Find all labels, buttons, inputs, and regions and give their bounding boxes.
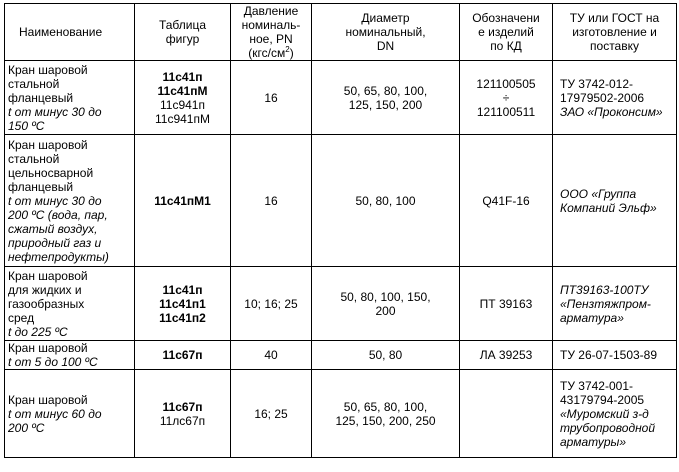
figure-bold: 11с41пМ <box>157 83 208 98</box>
diameter-line: 50, 65, 80, 100, <box>343 83 428 98</box>
cell-designation <box>460 370 553 458</box>
manufacturer-line: арматуры» <box>560 434 627 449</box>
diameter-line: 50, 65, 80, 100, <box>343 399 428 414</box>
manufacturer-line: Компаний Эльф» <box>560 200 657 215</box>
name-line: газообразных <box>8 296 85 311</box>
standard-line: ТУ 26-07-1503-89 <box>560 348 658 362</box>
temperature-line: t от минус 60 до <box>8 406 102 421</box>
figure-bold: 11с41п <box>162 282 203 297</box>
figure-bold: 11с41п2 <box>159 310 206 325</box>
header-figure-table <box>135 4 231 61</box>
header-pressure-line: ное, PN <box>249 32 293 46</box>
header-standard-line: поставку <box>590 39 639 53</box>
header-standard <box>553 4 677 61</box>
designation-line: 121100511 <box>476 104 536 119</box>
table-body <box>5 61 677 458</box>
table-row <box>5 61 677 135</box>
name-line: Кран шаровой <box>8 341 88 355</box>
designation-line: 121100505 <box>476 76 536 91</box>
name-line: Кран шаровой <box>8 137 88 152</box>
temperature-line: 150 ºС <box>8 118 45 133</box>
name-line: Кран шаровой <box>8 62 88 77</box>
diameter-line: 125, 150, 200, 250 <box>335 413 436 428</box>
temperature-line: 200 ºС (вода, пар, <box>8 207 108 222</box>
designation-line: ÷ <box>502 90 510 105</box>
temperature-line: t от 5 до 100 ºС <box>8 355 98 369</box>
cell-figures <box>135 135 231 267</box>
cell-figures <box>135 267 231 341</box>
standard-line: ТУ 3742-001- <box>560 378 633 393</box>
diameter-line: 50, 80 <box>368 348 403 362</box>
header-figure-table-line: Таблица <box>158 18 207 32</box>
header-diameter-line: DN <box>376 39 395 53</box>
header-pressure-line: Давление <box>243 4 299 18</box>
valve-table-container <box>4 3 676 458</box>
table-row <box>5 370 677 458</box>
manufacturer-line: трубопроводной <box>560 420 656 435</box>
diameter-line: 125, 150, 200 <box>348 97 423 112</box>
standard-line: 43179794-2005 <box>560 392 645 407</box>
header-pressure <box>231 4 312 61</box>
temperature-line: нефтепродукты) <box>8 249 109 264</box>
cell-standard <box>553 135 677 267</box>
figure-regular: 11с941пМ <box>155 111 210 126</box>
cell-name <box>5 61 135 135</box>
manufacturer-line: «Пензтяжпром- <box>560 296 651 311</box>
cell-diameter <box>312 267 460 341</box>
cell-diameter <box>312 61 460 135</box>
header-pressure-unit-text: (кгс/см <box>248 46 286 60</box>
table-row <box>5 267 677 341</box>
header-pressure-unit <box>234 46 308 60</box>
figure-bold: 11с41п <box>162 69 203 84</box>
name-line: фланцевый <box>8 90 74 105</box>
valve-specification-table <box>4 3 677 458</box>
designation-line: ЛА 39253 <box>479 348 533 362</box>
manufacturer-line: ООО «Группа <box>560 186 637 201</box>
name-line: фланцевый <box>8 179 74 194</box>
header-designation-line: Обозначени <box>472 11 540 25</box>
header-designation-line: по КД <box>490 39 522 53</box>
temperature-line: природный газ и <box>8 235 102 250</box>
temperature-line: сжатый воздух, <box>8 221 98 236</box>
name-line: цельносварной <box>8 165 94 180</box>
cell-diameter <box>312 341 460 370</box>
header-row <box>5 4 677 61</box>
cell-name <box>5 370 135 458</box>
cell-pressure: 40 <box>231 341 312 370</box>
cell-pressure: 16 <box>231 61 312 135</box>
header-diameter-line: Диаметр <box>361 11 410 25</box>
table-row <box>5 135 677 267</box>
standard-line: 17979502-2006 <box>560 90 645 105</box>
header-pressure-line: номиналь- <box>241 18 301 32</box>
header-diameter <box>312 4 460 61</box>
cell-figures <box>135 370 231 458</box>
cell-standard <box>553 341 677 370</box>
name-line: для жидких и <box>8 282 82 297</box>
cell-name <box>5 135 135 267</box>
header-pressure-unit-sup: 2 <box>285 45 290 54</box>
figure-regular: 11с941п <box>160 97 205 112</box>
header-designation <box>460 4 553 61</box>
temperature-line: t до 225 ºС <box>8 324 68 339</box>
cell-designation <box>460 341 553 370</box>
name-line: стальной <box>8 76 60 91</box>
designation-line: Q41F-16 <box>482 193 530 208</box>
figure-bold: 11с41пМ1 <box>154 193 211 208</box>
cell-name <box>5 267 135 341</box>
cell-designation <box>460 135 553 267</box>
standard-line: ТУ 3742-012- <box>560 76 633 91</box>
name-line: сред <box>8 310 35 325</box>
header-name: Наименование <box>5 4 135 61</box>
manufacturer-line: арматура» <box>560 310 624 325</box>
cell-name <box>5 341 135 370</box>
header-diameter-line: номинальный, <box>345 25 426 39</box>
temperature-line: t от минус 30 до <box>8 193 102 208</box>
cell-pressure: 16; 25 <box>231 370 312 458</box>
name-line: Кран шаровой <box>8 392 88 407</box>
diameter-line: 50, 80, 100, 150, <box>340 289 431 304</box>
header-designation-line: е изделий <box>478 25 534 39</box>
header-figure-table-line: фигур <box>165 32 200 46</box>
diameter-line: 200 <box>375 303 396 318</box>
cell-figures <box>135 61 231 135</box>
manufacturer-line: «Муромский з-д <box>560 406 649 421</box>
manufacturer-line: ЗАО «Проконсим» <box>560 104 663 119</box>
figure-regular: 11лс67п <box>159 413 206 428</box>
designation-line: ПТ 39163 <box>479 296 533 311</box>
figure-bold: 11с67п <box>162 399 203 414</box>
table-row <box>5 341 677 370</box>
temperature-line: 200 ºС <box>8 420 45 435</box>
manufacturer-line: ПТ39163-100ТУ <box>560 282 649 297</box>
header-pressure-unit-close: ) <box>289 46 294 60</box>
cell-pressure: 16 <box>231 135 312 267</box>
cell-standard <box>553 61 677 135</box>
diameter-line: 50, 80, 100 <box>355 193 416 208</box>
figure-bold: 11с67п <box>162 348 203 362</box>
cell-designation <box>460 267 553 341</box>
cell-figures <box>135 341 231 370</box>
cell-standard <box>553 267 677 341</box>
cell-diameter <box>312 135 460 267</box>
temperature-line: t от минус 30 до <box>8 104 102 119</box>
figure-bold: 11с41п1 <box>159 296 206 311</box>
cell-diameter <box>312 370 460 458</box>
header-standard-line: ТУ или ГОСТ на <box>569 11 660 25</box>
cell-designation <box>460 61 553 135</box>
cell-standard <box>553 370 677 458</box>
header-standard-line: изготовление и <box>572 25 657 39</box>
cell-pressure: 10; 16; 25 <box>231 267 312 341</box>
name-line: Кран шаровой <box>8 268 88 283</box>
name-line: стальной <box>8 151 60 166</box>
